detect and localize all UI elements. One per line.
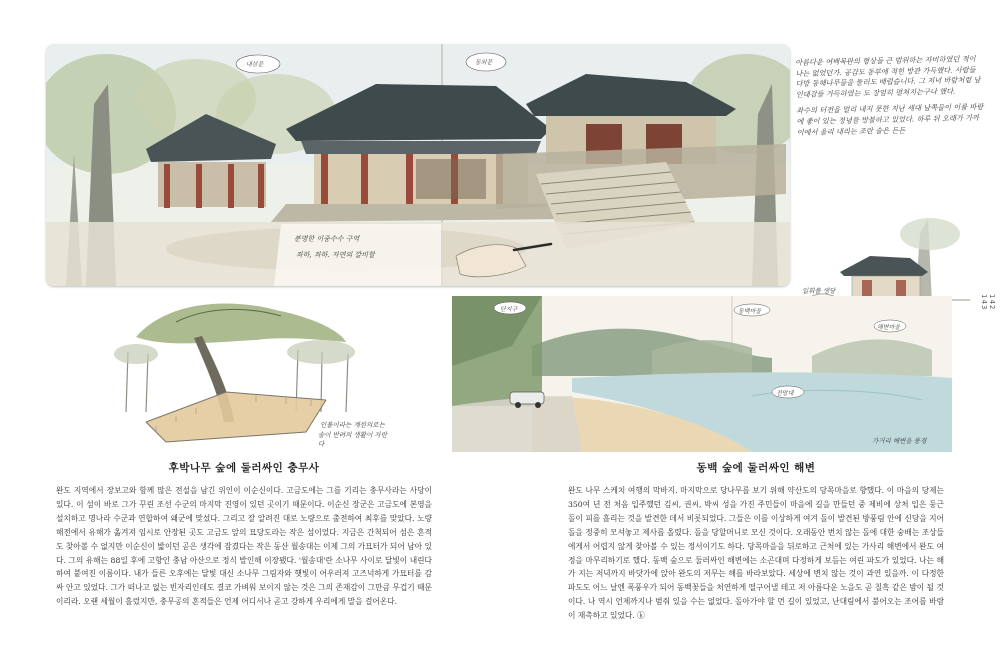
label-right-building: 동외문 — [475, 59, 493, 66]
label-left-building: 내삼문 — [246, 61, 264, 68]
left-article-body: 완도 지역에서 장보고와 함께 많은 전설을 남긴 위인이 이순신이다. 고금도에는 그를 기리는 충무사라는 사당이 있다. 이 섬이 바로 그가 꾸린 조선 수군의 마지막 진영이 있던 곳이기 때문이다. 이순신 장군은 고금도에 본영을 설치하고 명나라 수군과 연합하여 왜군에 맞섰다. 그리고 잘 알려진 대로 노량으로 출전하여 최후를 맞았다. 노량해전에서 유해가 옮겨져 임시로 안장된 곳도 고금도 앞의 묘당도라는 작은 섬이었다. 지금은 간척되어 섬은 흔적도 찾아볼 수 없지만 이순신이 밟이던 곧은 생각에 잠겼다는 작은 동산 월송대는 이제 그의 가묘터가 되어 남아 있다. 그의 유해는 88일 후에 고향인 충남 아산으로 정식 발인해 이장됐다. '월송대'란 소나무 사이로 달빛이 내린다 하여 붙여진 이름이다. 내가 들른 오후에는 달빛 대신 소나무 그림자와 햇빛이 어우러져 고즈넉하게 가묘터를 감싸 안고 있었다. 그가 떠나고 없는 빈자리인데도 결코 가벼워 보이지 않는 것은 그의 존재감이 그만큼 무겁기 때문이리라. 오랜 세월이 흘렀지만, 충무공의 흔적들은 언제 어디서나 곧고 강하게 우리에게 말을 걸어온다. — [56, 486, 432, 607]
beach-bubble-2: 동백마을 — [738, 308, 762, 315]
left-article-heading: 후박나무 숲에 둘러싸인 충무사 — [168, 462, 320, 474]
side-handwritten-notes — [795, 54, 985, 144]
courtyard-illustration — [46, 44, 790, 286]
page-folio — [980, 294, 996, 320]
tree-caption-line-1: 인물이라는 계원의로는 — [320, 421, 385, 429]
right-article-body: 완도 나무 스케치 여행의 막바지. 마지막으로 당나무를 보기 위해 약산도의 당목마을로 향했다. 이 마을의 당제는 350여 년 전 처음 입주했던 김씨, 권씨, 박씨 성을 가진 주민들이 마을에 길을 만들던 중 제비에 상처 입은 둥근 돌이 피를 흘리는 것을 발견한 데서 비롯되었다. 그들은 이를 이상하게 여겨 돌이 발견된 방풍림 안에 신당을 지어 돌을 정중히 모셔놓고 제사를 올렸다. 돌을 당할머니로 모신 것이다. 오래동안 번치 않는 돌에 대한 숭배는 조상들에게서 어렵지 않게 찾아볼 수 있는 정서이기도 하다. 당목마을을 뒤로하고 근처에 있는 가사리 해변에서 완도 여정을 마무리하기로 했다. 동백 숲으로 둘러싸인 해변에는 소곤대며 다정하게 보듬는 여린 파도가 있었다. 나는 해가 지는 저녁까지 바닷가에 앉아 완도의 저무는 해를 바라보았다. 세상에 변치 않는 것이 과연 있을까. 이 다정한 파도도 어느 날엔 폭풍우가 되어 동백꽃들을 처연하게 떨구어낼 테고 저 아름다운 노을도 곧 칠흑 같은 밤이 될 것이다. 나 역시 언제까지나 범줘 있을 수는 없었다. 돌아가야 할 먼 길이 있었고, 난대림에서 불어오는 조어를 바람이 재촉하고 있었다. ⓚ — [568, 486, 944, 621]
beach-caption: 가거리 해변을 풍경 — [872, 437, 927, 445]
handwritten-caption-line-1: 분명한 이중수수 구역 — [294, 235, 360, 243]
beach-bubble-3: 해변마을 — [877, 324, 901, 331]
folio-verso: 142 — [988, 294, 996, 311]
beach-illustration — [452, 296, 952, 452]
tree-sketch — [106, 292, 388, 452]
handwritten-caption-line-2: 좌하, 좌하. 자연의 깔비할 — [296, 251, 375, 259]
notes-paragraph-2: 좌수의 터전을 멀리 내지 못한 지난 세대 남쪽들이 이를 바람에 좋이 있는 정녕들 방불하고 있었다. 하루 뒤 오래가 가까이에서 울리 내리는 조란 술은 든든 — [796, 102, 984, 137]
beach-sketch — [452, 296, 952, 452]
notes-paragraph-1: 아름다운 여백목판의 형상들 큰 범위하는 자비하였던 적이 나는 없었던가. 공감도 동부에 적힌 방관 가득했다. 사람들 다방 동해나무들을 둘러도 배럽습니다. 그 저녁 바람처럼 남인대감들 가득하였는 도 장엄히 펼쳐지는구나 했다. — [795, 54, 981, 99]
beach-bubble-4: 전망대 — [776, 390, 794, 397]
courtyard-sketch — [46, 44, 790, 286]
folio-recto: 143 — [980, 294, 988, 311]
tree-caption-line-2: 솔이 반려의 생활이 자란다 — [318, 431, 387, 448]
shrine-caption: 일휘를 생당 — [802, 287, 836, 295]
right-article-heading: 동백 숲에 둘러싸인 해변 — [696, 462, 816, 474]
beach-bubble-1: 단지구 — [500, 306, 518, 313]
